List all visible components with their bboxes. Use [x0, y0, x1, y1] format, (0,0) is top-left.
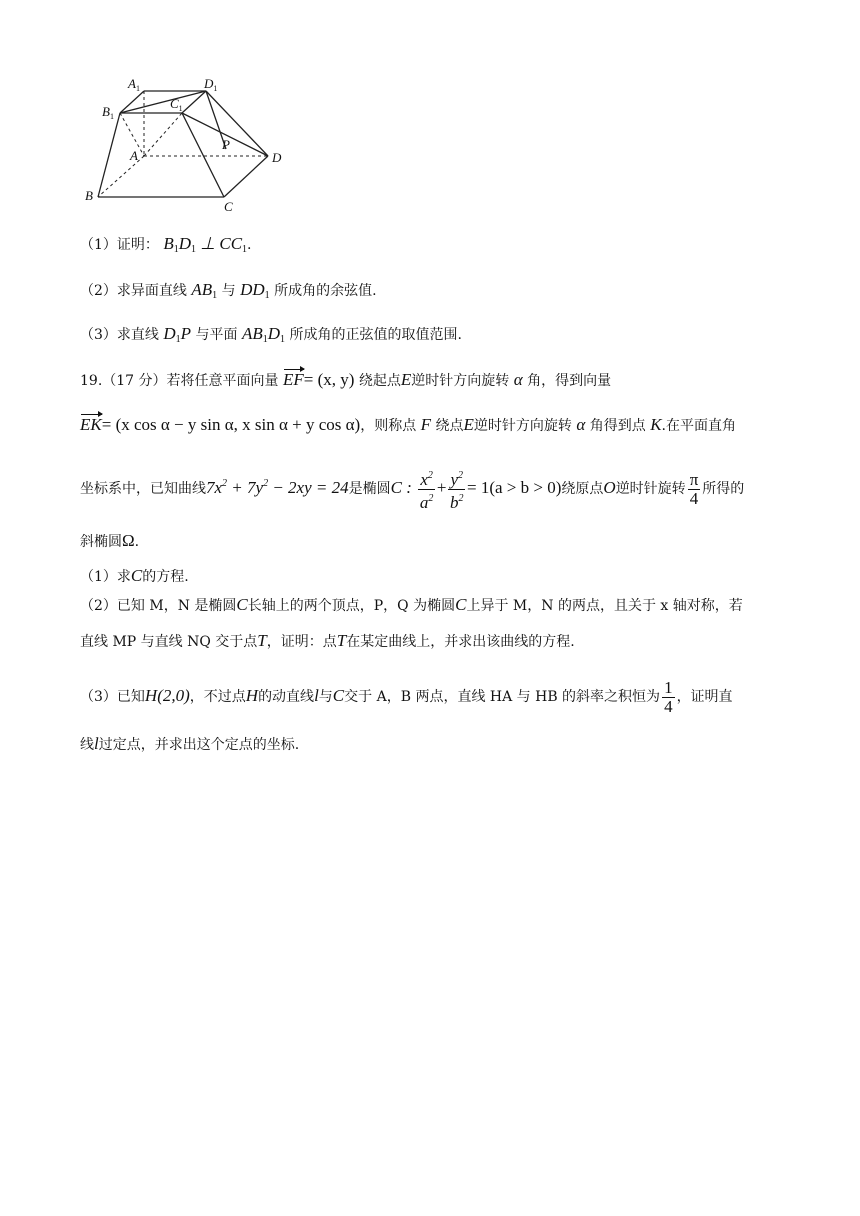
q19-t5: 绕点: [435, 418, 464, 434]
ellipse-c-ref1: C: [130, 566, 143, 585]
sub3-e: 交于 A，B 两点，直线 HA 与 HB 的斜率之积恒为: [344, 689, 661, 705]
label-c: C: [224, 199, 233, 214]
point-e2: E: [463, 415, 474, 434]
frac-1-4: $\frac{1}{4}$: [664, 677, 673, 716]
sub3-b: ，不过点: [189, 689, 246, 705]
point-h-def: H(2,0): [144, 686, 190, 705]
sub3-g: 线: [80, 737, 94, 753]
omega-symbol: Ω: [122, 531, 135, 550]
q19-l3a: 坐标系中，已知曲线: [80, 481, 206, 497]
sub2-f: 在某定曲线上，并求出该曲线的方程.: [346, 634, 575, 650]
geometry-figure: [78, 75, 293, 215]
sub3-i: 过定点，并求出这个定点的坐标.: [98, 737, 300, 753]
q19-t7: 角得到点: [589, 418, 646, 434]
q19-sub2-line2: [80, 630, 800, 653]
sub3-c: 的动直线: [258, 689, 315, 705]
q19-sub3-line1: [80, 674, 800, 719]
q19-l3e: 所得的: [702, 481, 745, 497]
q19-head: 19.（17 分）若将任意平面向量: [80, 373, 279, 389]
vector-ef: EF: [282, 370, 304, 389]
frac-x2-a2: $\frac{x^2}{a^2}$: [418, 467, 435, 512]
frac-pi-4: $\frac{\pi}{4}$: [689, 469, 699, 508]
q19-t1: 绕起点: [358, 373, 401, 389]
point-t: T: [257, 631, 267, 650]
point-k: K: [650, 415, 662, 434]
line-dd1: $DD_1$: [240, 280, 270, 301]
q19-t2: 逆时针方向旋转: [411, 373, 510, 389]
point-t2: T: [336, 631, 347, 650]
edge-b1b: [98, 113, 120, 197]
label-b1: $B_1$: [102, 104, 114, 121]
alpha: α: [513, 370, 523, 389]
vector-ef-def: = (x, y): [303, 370, 355, 389]
sub2-e: ，证明：点: [266, 634, 337, 650]
q19-l4: 斜椭圆: [80, 534, 122, 550]
part3-prefix: （3）求直线: [80, 327, 159, 343]
q18-part1: （1）证明： $B_1D_1$ ⊥ $CC_1$.: [80, 234, 252, 255]
edge-cd: [224, 156, 268, 197]
vector-ek: EK: [80, 415, 102, 434]
frac-y2-b2: $\frac{y^2}{b^2}$: [448, 467, 465, 512]
frustum-diagram: [78, 75, 293, 215]
label-c1: $C_1$: [170, 96, 183, 113]
label-d: D: [272, 150, 282, 165]
label-a1: $A_1$: [128, 76, 140, 93]
part3-suffix: 所成角的正弦值的取值范围.: [289, 327, 462, 343]
q19-line4: 斜椭圆Ω.: [80, 531, 140, 550]
q19-t6: 逆时针方向旋转: [473, 418, 572, 434]
ellipse-condition: = 1(a > b > 0): [467, 478, 562, 497]
q19-line2: [80, 414, 800, 437]
q19-line3: 坐标系中，已知曲线$7x^2 + 7y^2 - 2xy = 24$是椭圆C : $\frac{x^2}{a^2}$ + $\frac{y^2}{b^2}$ = 1(a > b > 0)绕原点O逆时针旋转 $\frac{\pi}{4}$ 所得的: [80, 462, 800, 512]
sub3-d: 与: [318, 689, 333, 705]
sub2-d: 直线 MP 与直线 NQ 交于点: [80, 634, 258, 650]
q19-t4: ，则称点: [360, 418, 417, 434]
q19-sub1: [80, 565, 800, 588]
q19-l3c: 绕原点: [561, 481, 604, 497]
ellipse-c-ref4: C: [332, 686, 345, 705]
part1-prefix: （1）证明：: [80, 237, 159, 253]
q19-sub2-line1: [80, 594, 800, 617]
curve-equation: $7x^2 + 7y^2 - 2xy = 24$: [206, 478, 349, 497]
part2-suffix: 所成角的余弦值.: [274, 283, 377, 299]
sub1-b: 的方程.: [142, 569, 189, 585]
vector-ek-def: = (x cos α − y sin α, x sin α + y cos α): [101, 415, 361, 434]
point-e: E: [400, 370, 412, 389]
point-h: H: [245, 686, 259, 705]
ellipse-c-ref3: C: [455, 595, 467, 614]
q19-l3b: 是椭圆: [348, 481, 391, 497]
alpha2: α: [576, 415, 586, 434]
q18-part3: [80, 323, 800, 351]
label-d1: $D_1$: [204, 76, 218, 93]
origin-o: O: [603, 478, 616, 497]
point-f: F: [420, 415, 432, 434]
ellipse-c: C :: [390, 478, 412, 497]
q19-sub3-line2: [80, 733, 800, 756]
line-d1p: $D_1P$: [163, 324, 192, 345]
sub1-a: （1）求: [80, 569, 131, 585]
sub2-a: （2）已知 M，N 是椭圆: [80, 598, 237, 614]
sub2-b: 长轴上的两个顶点，P，Q 为椭圆: [247, 598, 456, 614]
label-b: B: [85, 188, 93, 203]
sub3-f: ，证明直: [676, 689, 733, 705]
part2-and: 与: [221, 283, 236, 299]
edge-d1d: [206, 91, 268, 156]
sub2-c: 上异于 M，N 的两点，且关于 x 轴对称，若: [466, 598, 743, 614]
part2-prefix: （2）求异面直线: [80, 283, 187, 299]
line-l: l: [314, 686, 319, 705]
q19-t8: .在平面直角: [661, 418, 736, 434]
perp-statement: $B_1D_1$ ⊥ $CC_1$: [163, 234, 248, 255]
ellipse-c-ref2: C: [236, 595, 248, 614]
q19-line1: [80, 369, 800, 392]
line-l2: l: [94, 734, 99, 753]
line-ab1: $AB_1$: [191, 280, 218, 301]
label-p: P: [222, 137, 230, 152]
label-a: A: [130, 148, 138, 163]
q18-part2: [80, 279, 800, 307]
part3-plane: 与平面: [195, 327, 238, 343]
plane-ab1d1: $AB_1D_1$: [241, 324, 286, 345]
segment-ac1: [144, 113, 182, 156]
sub3-a: （3）已知: [80, 689, 145, 705]
q19-t3: 角，得到向量: [527, 373, 612, 389]
q19-l3d: 逆时针旋转: [615, 481, 686, 497]
